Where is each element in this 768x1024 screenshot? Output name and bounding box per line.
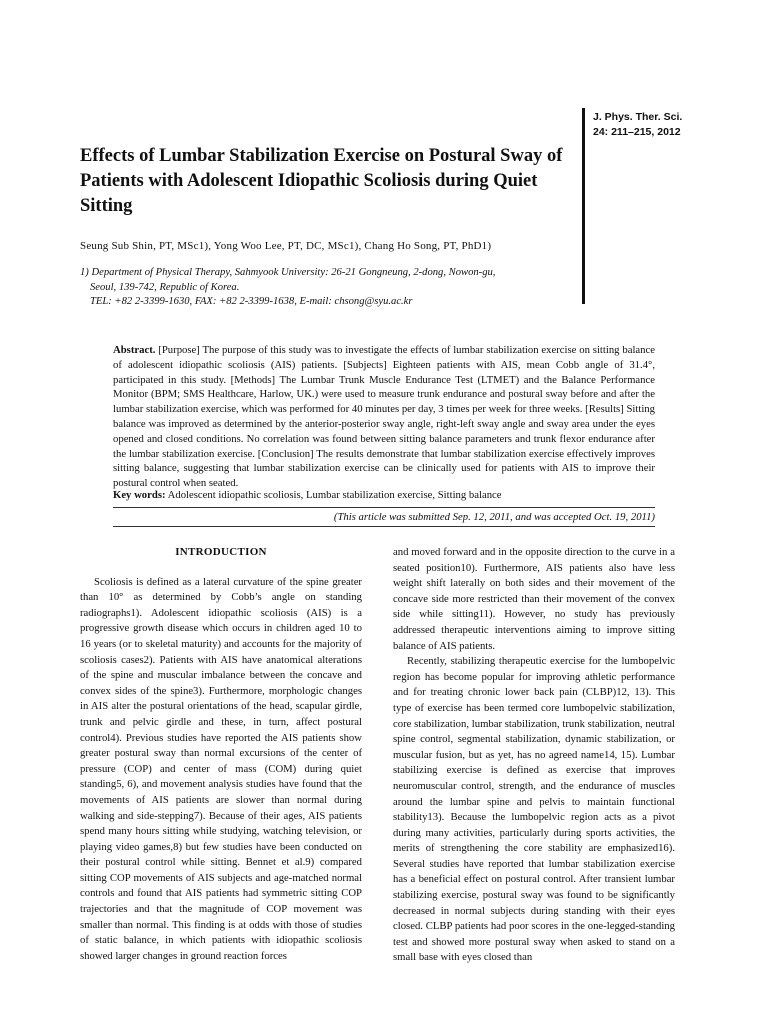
article-title: Effects of Lumbar Stabilization Exercise on Postural Sway of Patients with Adolescent Idiopathic Scoliosis during Quiet Sitting xyxy=(80,146,563,216)
submission-note: (This article was submitted Sep. 12, 2011, and was accepted Oct. 19, 2011) xyxy=(333,511,655,523)
section-heading-introduction: INTRODUCTION xyxy=(175,546,267,558)
journal-volume: 24: 211–215, 2012 xyxy=(593,126,681,138)
intro-paragraph-continued: and moved forward and in the opposite direction to the curve in a seated position10). Furthermore, AIS patients also have less weight shift laterally on both sides and their movement of the concave side more restricted than their movement of the convex side while sitting11). However, no study has previously addressed therapeutic interventions aiming to improve sitting balance of AIS patients. xyxy=(393,546,675,652)
divider-top xyxy=(113,507,655,508)
journal-name: J. Phys. Ther. Sci. xyxy=(593,111,683,123)
author-list: Seung Sub Shin, PT, MSc1), Yong Woo Lee, PT, DC, MSc1), Chang Ho Song, PT, PhD1) xyxy=(80,240,492,252)
intro-paragraph-2: Recently, stabilizing therapeutic exercise for the lumbopelvic region has become popular for improving athletic performance and for treating chronic lower back pain (CLBP)12, 13). This type of exercise has been termed core lumbopelvic stabilization, core stabilization, lumbar stabilization, trunk stabilization, neutral spine control, segmental stabilization, dynamic stabilization, or muscular fusion, but as yet, has no agreed name14, 15). Lumbar stabilizing exercise is defined as exercise that improves neuromuscular control, strength, and the endurance of muscles around the lumbar spine and pelvis to maintain functional stability13). Because the lumbopelvic region acts as a pivot during many activities, particularly during sports activities, the merits of strengthening the core stability are emphasized16). Several studies have reported that lumbar stabilization exercise has a beneficial effect on postural control. After transient lumbar stabilizing exercise, postural sway was found to be significantly decreased in normal subjects during standing with their eyes closed. CLBP patients had poor scores in the one-legged-standing test and showed more postural sway when asked to stand on a small base with eyes closed than xyxy=(393,655,675,964)
left-column xyxy=(80,545,362,964)
divider-bottom xyxy=(113,526,655,527)
keywords xyxy=(113,489,655,501)
affiliation-line-2: Seoul, 139-742, Republic of Korea. xyxy=(90,281,240,293)
affiliation xyxy=(80,266,580,310)
affiliation-line-1: 1) Department of Physical Therapy, Sahmyook University: 26-21 Gongneung, 2-dong, Nowon-gu, xyxy=(80,267,496,278)
abstract-text: [Purpose] The purpose of this study was to investigate the effects of lumbar stabilization exercise on sitting balance of adolescent idiopathic scoliosis (AIS) patients. [Subjects] Eighteen patients with AIS, mean Cobb angle of 31.4°, participated in this study. [Methods] The Lumbar Trunk Muscle Endurance Test (LTMET) and the Balance Performance Monitor (BPM; SMS Healthcare, Harlow, UK.) were used to measure trunk endurance and postural sway before and after the lumbar stabilization exercise, which was performed for 40 minutes per day, 3 times per week for three weeks. [Results] Sitting balance was improved as determined by the anterior-posterior sway angle, right-left sway angle and sway area under the eyes opened and closed conditions. No correlation was found between sitting balance parameters and trunk flexor endurance after the lumbar stabilization exercise. [Conclusion] The results demonstrate that lumbar stabilization exercise effectively improves sitting balance, suggesting that lumbar stabilization exercise can be clinically used for patients with AIS to improve their postural control when seated. xyxy=(113,344,655,490)
journal-citation xyxy=(593,110,753,140)
keywords-label: Key words: xyxy=(113,489,166,501)
intro-paragraph-1: Scoliosis is defined as a lateral curvature of the spine greater than 10° as determined by Cobb’s angle on standing radiographs1). Adolescent idiopathic scoliosis (AIS) is a progressive growth disease which occurs in children aged 10 to 16 years (or to skeletal maturity) and accounts for the majority of scoliosis cases2). Patients with AIS have anatomical alterations of the spine and muscular imbalance between the concave and convex sides of the spine3). Furthermore, morphologic changes in AIS alter the postural orientations of the head, scapular girdle, trunk and pelvic girdle and these, in turn, affect postural control4). Previous studies have reported the AIS patients show greater postural sway than normal excursions of the center of pressure (COP) and center of mass (COM) during quiet standing5, 6), and movement analysis studies have found that the movements of AIS patients are slower than normal during walking and side-stepping7). Because of their ages, AIS patients spend many hours sitting while studying, watching television, or playing video games,8) but few studies have been conducted on their postural control while sitting. Bennet et al.9) compared sitting COP movements of AIS subjects and age-matched normal controls and found that AIS patients had symmetric sitting COP trajectories and that the magnitude of COP movement was smaller than normal. This finding is at odds with those of studies of static balance, in which patients with idiopathic scoliosis showed larger changes in ground reaction forces xyxy=(80,575,362,962)
header-divider xyxy=(582,108,585,304)
keywords-text: Adolescent idiopathic scoliosis, Lumbar stabilization exercise, Sitting balance xyxy=(167,489,502,501)
abstract-label: Abstract. xyxy=(113,344,156,356)
abstract xyxy=(113,343,655,491)
right-column xyxy=(393,545,675,966)
affiliation-contact: TEL: +82 2-3399-1630, FAX: +82 2-3399-1638, E-mail: chsong@syu.ac.kr xyxy=(90,296,413,307)
